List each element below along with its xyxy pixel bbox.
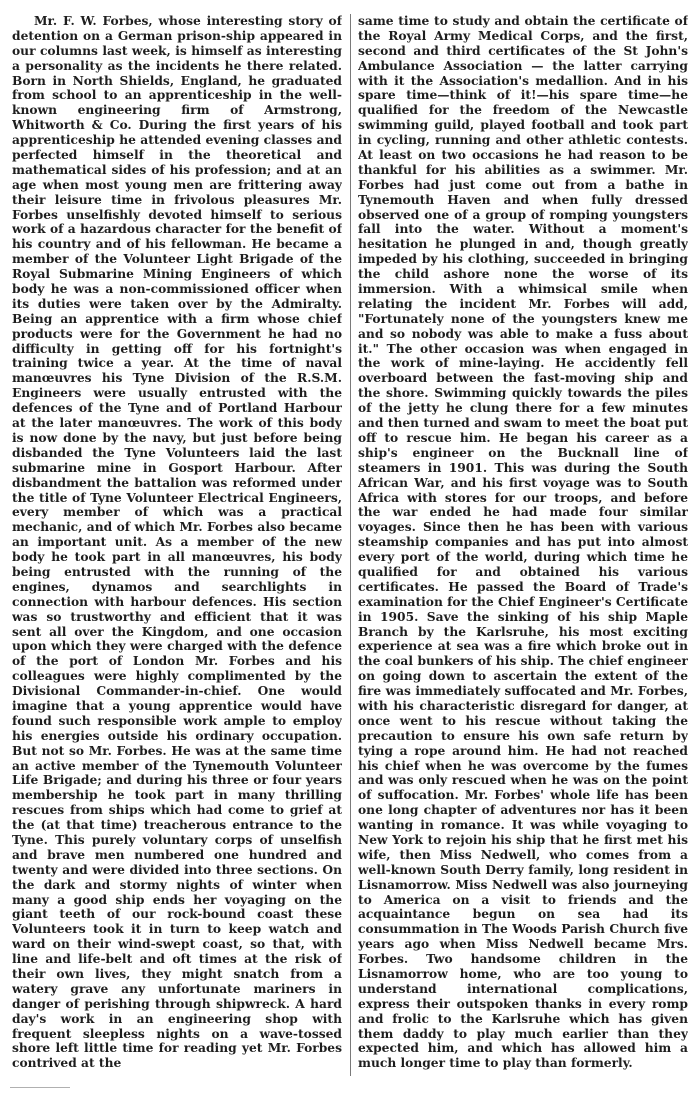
clipping-edge xyxy=(10,1087,70,1092)
article-column-right xyxy=(358,14,688,1076)
article-text-right: same time to study and obtain the certificate of the Royal Army Medical Corps, and the first, second and third certificates of the St John's Ambulance Association — the latter carrying with it the Association's medallion. And in his spare time—think of it!—his spare time—he qualified for the freedom of the Newcastle swimming guild, played football and took part in cycling, running and other athletic contests. At least on two occasions he had reason to be thankful for his abilities as a swimmer. Mr. Forbes had just come out from a bathe in Tynemouth Haven and when fully dressed observed one of a group of romping youngsters fall into the water. Without a moment's hesitation he plunged in and, though greatly impeded by his clothing, succeeded in bringing the child ashore none the worse of its immersion. With a whimsical smile when relating the incident Mr. Forbes will add, "Fortunately none of the youngsters knew me and so nobody was able to make a fuss about it." The other occasion was when engaged in the work of mine-laying. He accidently fell overboard between the fast-moving ship and the shore. Swimming quickly towards the piles of the jetty he clung there for a few minutes and then turned and swam to meet the boat put off to rescue him. He began his career as a ship's engineer on the Bucknall line of steamers in 1901. This was during the South African War, and his first voyage was to South Africa with stores for our troops, and before the war ended he had made four similar voyages. Since then he has been with various steamship companies and has put into almost every port of the world, during which time he qualified for and obtained his various certificates. He passed the Board of Trade's examination for the Chief Engineer's Certificate in 1905. Save the sinking of his ship Maple Branch by the Karlsruhe, his most exciting experience at sea was a fire which broke out in the coal bunkers of his ship. The chief engineer on going down to ascertain the extent of the fire was immediately suffocated and Mr. Forbes, with his characteristic disregard for danger, at once went to his rescue without taking the precaution to ensure his own safe return by tying a rope around him. He had not reached his chief when he was overcome by the fumes and was only rescued when he was on the point of suffocation. Mr. Forbes' whole life has been one long chapter of adventures nor has it been wanting in romance. It was while voyaging to New York to rejoin his ship that he first met his wife, then Miss Nedwell, who comes from a well-known South Derry family, long resident in Lisnamorrow. Miss Nedwell was also journeying to America on a visit to friends and the acquaintance begun on sea had its consummation in The Woods Parish Church five years ago when Miss Nedwell became Mrs. Forbes. Two handsome children in the Lisnamorrow home, who are too young to understand international complications, express their outspoken thanks in every romp and frolic to the Karlsruhe which has given them daddy to play much earlier than they expected him, and which has allowed him a much longer time to play than formerly. xyxy=(358,14,688,1071)
article-column-left xyxy=(12,14,342,1076)
article-columns xyxy=(12,14,688,1076)
column-divider xyxy=(350,14,351,1076)
article-text-left: Mr. F. W. Forbes, whose interesting story of detention on a German prison-ship appeared in our columns last week, is himself as interesting a personality as the incidents he there related. Born in North Shields, England, he graduated from school to an apprenticeship in the well-known engineering firm of Armstrong, Whitworth & Co. During the first years of his apprenticeship he attended evening classes and perfected himself in the theoretical and mathematical sides of his profession; and at an age when most young men are frittering away their leisure time in frivolous pleasures Mr. Forbes unselfishly devoted himself to serious work of a hazardous character for the benefit of his country and of his fellowman. He became a member of the Volunteer Light Brigade of the Royal Submarine Mining Engineers of which body he was a non-commissioned officer when its duties were taken over by the Admiralty. Being an apprentice with a firm whose chief products were for the Government he had no difficulty in getting off for his fortnight's training twice a year. At the time of naval manœuvres his Tyne Division of the R.S.M. Engineers were usually entrusted with the defences of the Tyne and of Portland Harbour at the later manœuvres. The work of this body is now done by the navy, but just before being disbanded the Tyne Volunteers laid the last submarine mine in Gosport Harbour. After disbandment the battalion was reformed under the title of Tyne Volunteer Electrical Engineers, every member of which was a practical mechanic, and of which Mr. Forbes also became an important unit. As a member of the new body he took part in all manœuvres, his body being entrusted with the running of the engines, dynamos and searchlights in connection with harbour defences. His section was so trustworthy and efficient that it was sent all over the Kingdom, and one occasion upon which they were charged with the defence of the port of London Mr. Forbes and his colleagues were highly complimented by the Divisional Commander-in-chief. One would imagine that a young apprentice would have found such responsible work ample to employ his energies outside his ordinary occupation. But not so Mr. Forbes. He was at the same time an active member of the Tynemouth Volunteer Life Brigade; and during his three or four years membership he took part in many thrilling rescues from ships which had come to grief at the (at that time) treacherous entrance to the Tyne. This purely voluntary corps of unselfish and brave men numbered one hundred and twenty and were divided into three sections. On the dark and stormy nights of winter when many a good ship ends her voyaging on the giant teeth of our rock-bound coast these Volunteers took it in turn to keep watch and ward on their wind-swept coast, so that, with line and life-belt and oft times at the risk of their own lives, they might snatch from a watery grave any unfortunate mariners in danger of perishing through shipwreck. A hard day's work in an engineering shop with frequent sleepless nights on a wave-tossed shore left little time for reading yet Mr. Forbes contrived at the xyxy=(12,14,342,1071)
